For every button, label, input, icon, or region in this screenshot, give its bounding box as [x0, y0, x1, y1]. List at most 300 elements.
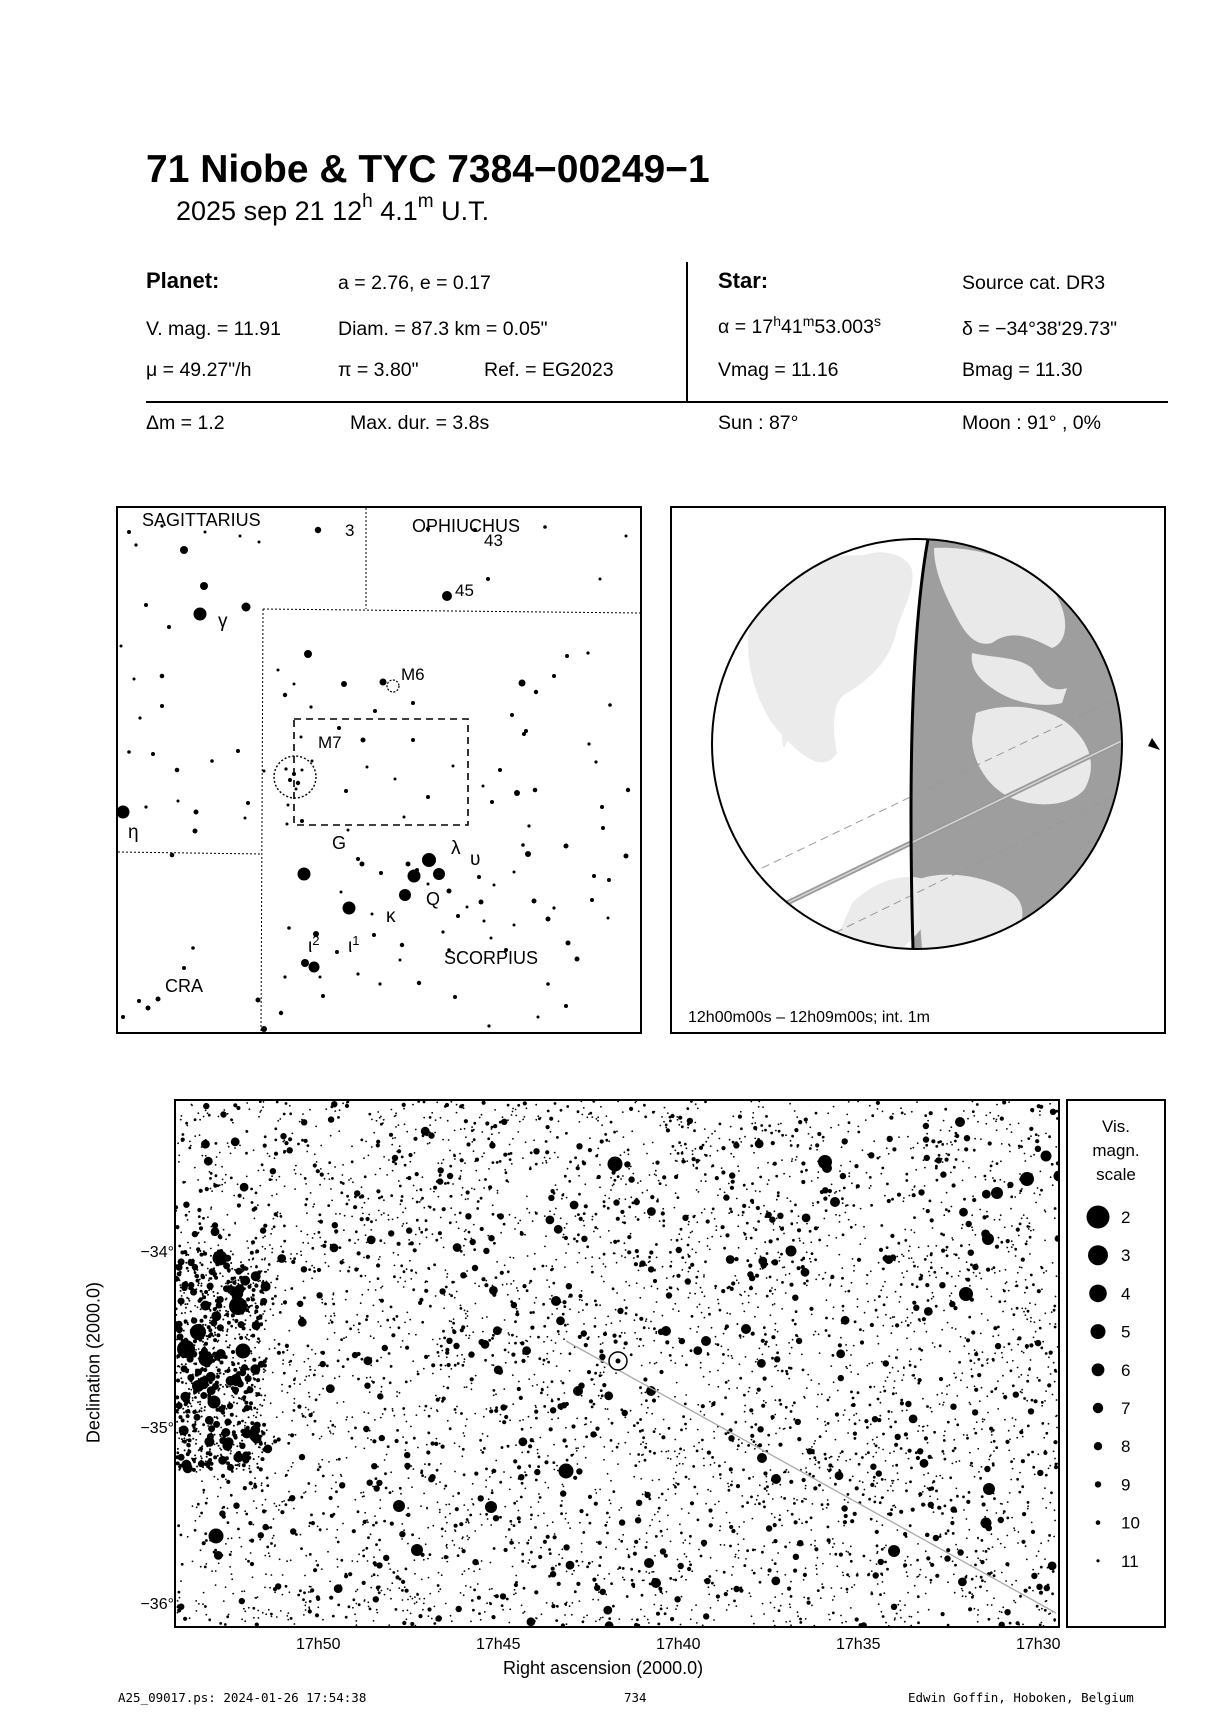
field-star [1008, 1343, 1011, 1346]
field-star [507, 1294, 509, 1296]
field-star [656, 1612, 660, 1616]
field-star [867, 1451, 870, 1454]
field-star [429, 1124, 431, 1126]
field-star [244, 1425, 246, 1427]
field-star [623, 1136, 625, 1138]
field-star [204, 1566, 207, 1569]
field-star [516, 1336, 518, 1338]
field-star [337, 1116, 340, 1119]
field-star [421, 1321, 424, 1324]
field-star [779, 1403, 782, 1406]
field-star [987, 1362, 989, 1364]
field-star [956, 1395, 958, 1397]
field-star [312, 1237, 314, 1239]
field-star [653, 1111, 655, 1113]
field-star [801, 1161, 805, 1165]
field-star [781, 1370, 784, 1373]
field-star [737, 1544, 739, 1546]
field-star [333, 1313, 335, 1315]
field-star [1022, 1624, 1024, 1626]
field-star [199, 1189, 203, 1193]
field-star [468, 1568, 470, 1570]
field-star [756, 1248, 758, 1250]
field-star [313, 1374, 316, 1377]
field-star [516, 1500, 518, 1502]
field-star [850, 1607, 852, 1609]
field-star [1044, 1209, 1046, 1211]
field-star [603, 1281, 605, 1283]
field-star [369, 1608, 372, 1611]
field-star [791, 1224, 793, 1226]
field-star [551, 1313, 553, 1315]
field-star [439, 1397, 441, 1399]
field-star [549, 1298, 551, 1300]
field-star [661, 1435, 665, 1439]
field-star [308, 1375, 310, 1377]
field-star [633, 1552, 637, 1556]
field-star [1011, 1246, 1013, 1248]
field-star [578, 1175, 580, 1177]
field-star [624, 1417, 626, 1419]
field-star [597, 1599, 599, 1601]
field-star [482, 1433, 484, 1435]
field-star [760, 1213, 762, 1215]
field-star [768, 1179, 770, 1181]
field-star [577, 1262, 579, 1264]
field-star [641, 1594, 644, 1597]
field-star [615, 1309, 617, 1311]
field-star [557, 1417, 559, 1419]
field-star [857, 1373, 859, 1375]
field-star [280, 1510, 284, 1514]
field-star [723, 1247, 726, 1250]
field-star [801, 1268, 810, 1277]
field-star [1015, 1419, 1017, 1421]
field-star [779, 1226, 781, 1228]
finder-star [319, 976, 322, 979]
field-star [766, 1252, 769, 1255]
field-star [477, 1596, 481, 1600]
field-star [512, 1108, 514, 1110]
field-star [976, 1351, 978, 1353]
field-star [368, 1412, 370, 1414]
field-star [988, 1618, 991, 1621]
field-star [493, 1547, 496, 1550]
field-star [963, 1110, 965, 1112]
field-star [900, 1609, 902, 1611]
field-star [429, 1593, 431, 1595]
field-star [624, 1161, 630, 1167]
field-star [801, 1522, 803, 1524]
field-star [562, 1236, 564, 1238]
field-star [416, 1219, 419, 1222]
field-star [643, 1580, 645, 1582]
field-star [342, 1259, 344, 1261]
finder-star [343, 902, 356, 915]
field-star [617, 1568, 619, 1570]
field-star [661, 1593, 663, 1595]
finder-star [309, 962, 320, 973]
field-star [641, 1365, 643, 1367]
finder-star [546, 917, 551, 922]
field-star [648, 1266, 654, 1272]
field-star [513, 1524, 516, 1527]
field-star [503, 1388, 505, 1390]
field-star [714, 1218, 716, 1220]
field-star [930, 1262, 932, 1264]
field-star [440, 1217, 442, 1219]
field-star [1006, 1128, 1008, 1130]
field-star [846, 1114, 848, 1116]
field-star [610, 1582, 613, 1585]
field-star [426, 1281, 428, 1283]
field-star [755, 1139, 764, 1148]
label-star-3: 3 [345, 521, 355, 540]
field-star [845, 1621, 847, 1623]
field-star [267, 1527, 270, 1530]
field-star [592, 1561, 594, 1563]
field-star [447, 1420, 449, 1422]
field-star [795, 1159, 797, 1161]
field-star [668, 1450, 670, 1452]
field-star [259, 1101, 262, 1103]
field-star [951, 1144, 953, 1146]
field-star [522, 1157, 524, 1159]
field-star [566, 1223, 568, 1225]
field-star [631, 1579, 634, 1582]
field-star [405, 1589, 409, 1593]
finder-star [406, 862, 411, 867]
field-star [276, 1278, 279, 1281]
finder-star [301, 769, 304, 772]
field-star [422, 1176, 424, 1178]
field-star [417, 1447, 419, 1449]
finder-star [486, 577, 490, 581]
field-star [473, 1504, 475, 1506]
field-star [901, 1410, 903, 1412]
field-star [827, 1422, 830, 1425]
field-star [825, 1329, 828, 1332]
field-star [601, 1276, 603, 1278]
field-star [334, 1377, 336, 1379]
field-star [994, 1352, 996, 1354]
field-star [949, 1476, 952, 1479]
field-star [998, 1334, 1000, 1336]
field-star [608, 1140, 610, 1142]
field-star [539, 1437, 541, 1439]
finder-star [246, 801, 250, 805]
field-star [293, 1354, 295, 1356]
field-star [1011, 1584, 1013, 1586]
field-star [766, 1277, 768, 1279]
field-star [810, 1544, 812, 1546]
field-star [225, 1543, 227, 1545]
field-star [176, 1307, 178, 1310]
field-star [793, 1498, 795, 1500]
finder-star [590, 898, 594, 902]
field-star [689, 1535, 692, 1538]
field-star [181, 1563, 184, 1566]
field-star [417, 1371, 419, 1373]
field-star [685, 1428, 687, 1430]
field-star [322, 1512, 325, 1515]
field-star [542, 1162, 544, 1164]
field-star [658, 1180, 660, 1182]
finder-star [296, 781, 300, 785]
field-star [578, 1294, 582, 1298]
field-star [542, 1303, 545, 1306]
star-bmag: Bmag = 11.30 [962, 359, 1083, 381]
field-star [707, 1352, 709, 1354]
field-star [656, 1301, 658, 1303]
field-star [879, 1156, 881, 1158]
field-star [872, 1439, 874, 1441]
field-star [987, 1412, 989, 1414]
field-star [841, 1267, 843, 1269]
field-star [1038, 1573, 1040, 1575]
finder-star [379, 871, 383, 875]
field-star [1003, 1290, 1006, 1293]
field-star [951, 1206, 953, 1208]
field-star [819, 1352, 821, 1354]
field-star [971, 1578, 974, 1581]
field-star [595, 1489, 597, 1491]
field-star [200, 1512, 203, 1515]
field-star [940, 1507, 942, 1509]
field-star [628, 1206, 631, 1209]
field-star [790, 1210, 793, 1213]
field-star [419, 1188, 422, 1191]
field-star [388, 1352, 391, 1355]
field-star [439, 1588, 441, 1590]
field-star [315, 1560, 317, 1562]
field-star [693, 1445, 695, 1447]
field-star [454, 1130, 456, 1132]
field-star [972, 1198, 976, 1202]
field-star [183, 1617, 187, 1621]
field-star [511, 1302, 517, 1308]
field-star [553, 1214, 555, 1216]
field-star [839, 1553, 843, 1557]
field-star [345, 1320, 348, 1323]
field-star [959, 1208, 968, 1217]
field-star [183, 1292, 185, 1294]
finder-star [120, 645, 123, 648]
field-star [958, 1361, 961, 1364]
field-star [1016, 1228, 1020, 1232]
field-star [646, 1153, 648, 1155]
field-star [591, 1256, 593, 1258]
field-star [659, 1220, 661, 1222]
field-star [342, 1174, 344, 1176]
field-star [521, 1605, 523, 1607]
field-star [678, 1453, 680, 1455]
field-star [470, 1621, 472, 1623]
field-star [1030, 1321, 1032, 1323]
field-star [413, 1185, 415, 1187]
finder-star [144, 805, 147, 808]
field-star [981, 1387, 983, 1389]
field-star [254, 1477, 256, 1479]
field-star [443, 1386, 445, 1388]
field-star [679, 1523, 681, 1525]
field-star [573, 1570, 575, 1572]
field-star [493, 1364, 495, 1366]
field-star [353, 1205, 357, 1209]
field-star [746, 1188, 748, 1190]
field-star [812, 1202, 814, 1204]
field-star [429, 1305, 432, 1308]
field-star [228, 1146, 230, 1148]
field-star [666, 1128, 670, 1132]
field-star [461, 1548, 463, 1550]
field-star [768, 1568, 772, 1572]
field-star [538, 1456, 541, 1459]
field-star [777, 1252, 779, 1254]
field-star [867, 1301, 869, 1303]
field-star [1029, 1587, 1031, 1589]
field-star [397, 1242, 401, 1246]
field-star [624, 1257, 626, 1259]
field-star [775, 1130, 777, 1132]
field-star [606, 1115, 608, 1117]
field-star [404, 1322, 406, 1324]
field-star [817, 1461, 820, 1464]
field-star [703, 1465, 705, 1467]
field-star [816, 1568, 818, 1570]
field-star [493, 1242, 496, 1245]
field-star [1026, 1380, 1029, 1383]
field-star [862, 1149, 864, 1151]
field-star [924, 1485, 926, 1487]
field-star [579, 1522, 581, 1524]
field-star [370, 1357, 372, 1359]
field-star [975, 1275, 977, 1277]
field-star [1030, 1108, 1034, 1112]
field-star [515, 1115, 517, 1117]
field-star [1054, 1369, 1057, 1372]
field-star [903, 1277, 905, 1279]
field-star [909, 1480, 912, 1483]
field-star [443, 1247, 445, 1249]
field-star [428, 1615, 430, 1617]
field-star [270, 1613, 273, 1616]
field-star [378, 1259, 380, 1261]
field-star [681, 1159, 685, 1163]
field-star [368, 1606, 370, 1608]
field-star [935, 1574, 939, 1578]
field-star [945, 1532, 948, 1535]
field-star [376, 1612, 378, 1614]
field-star [916, 1101, 918, 1103]
field-star [734, 1257, 738, 1261]
field-star [825, 1424, 827, 1426]
field-star [495, 1460, 497, 1462]
field-star [183, 1202, 189, 1208]
field-star [565, 1427, 567, 1429]
field-star [778, 1130, 781, 1133]
field-star [336, 1529, 338, 1531]
field-star [1056, 1275, 1058, 1277]
field-star [785, 1370, 788, 1373]
field-star [464, 1570, 466, 1572]
field-star [625, 1249, 627, 1251]
field-star [444, 1488, 446, 1490]
field-star [675, 1493, 677, 1495]
field-star [807, 1448, 813, 1454]
field-star [396, 1151, 398, 1153]
field-star [629, 1453, 631, 1455]
field-star [740, 1294, 742, 1296]
field-star [390, 1365, 393, 1368]
field-star [888, 1153, 890, 1155]
field-star [199, 1134, 201, 1136]
field-star [1001, 1611, 1003, 1613]
field-star [421, 1197, 424, 1200]
field-star [616, 1217, 620, 1221]
field-star [894, 1149, 896, 1151]
field-star [480, 1227, 484, 1231]
field-star [786, 1197, 788, 1199]
field-star [1044, 1313, 1046, 1315]
field-star [600, 1139, 604, 1143]
field-star [845, 1204, 847, 1206]
field-star [210, 1172, 213, 1175]
field-star [516, 1308, 518, 1310]
field-star [407, 1609, 409, 1611]
field-star [465, 1521, 467, 1523]
field-star [457, 1355, 459, 1357]
field-star [878, 1559, 884, 1565]
field-star [292, 1133, 294, 1135]
field-star [535, 1405, 537, 1407]
field-star [1027, 1453, 1030, 1456]
field-star [331, 1488, 333, 1490]
field-star [772, 1293, 774, 1295]
field-star [400, 1203, 402, 1205]
field-star [566, 1459, 569, 1462]
field-star [595, 1213, 598, 1216]
field-star [939, 1377, 943, 1381]
field-star [258, 1532, 264, 1538]
field-star [1028, 1368, 1031, 1371]
field-star [661, 1493, 664, 1496]
field-star [525, 1474, 528, 1477]
field-star [704, 1208, 706, 1210]
field-star [744, 1136, 746, 1138]
field-star [599, 1349, 603, 1353]
field-star [344, 1574, 348, 1578]
field-star [682, 1542, 684, 1544]
field-star [685, 1394, 687, 1396]
field-star [626, 1595, 629, 1598]
field-star [986, 1211, 988, 1213]
field-star [1005, 1440, 1009, 1444]
field-star [325, 1315, 327, 1317]
field-star [1000, 1241, 1003, 1244]
field-star [778, 1609, 781, 1612]
field-star [884, 1195, 886, 1197]
field-star [928, 1609, 930, 1611]
field-star [423, 1603, 425, 1605]
field-star [803, 1242, 805, 1244]
field-star [455, 1507, 459, 1511]
field-star [504, 1169, 506, 1171]
field-star [252, 1208, 254, 1210]
finder-star [288, 778, 292, 782]
field-star [977, 1557, 979, 1559]
field-star [618, 1509, 620, 1511]
